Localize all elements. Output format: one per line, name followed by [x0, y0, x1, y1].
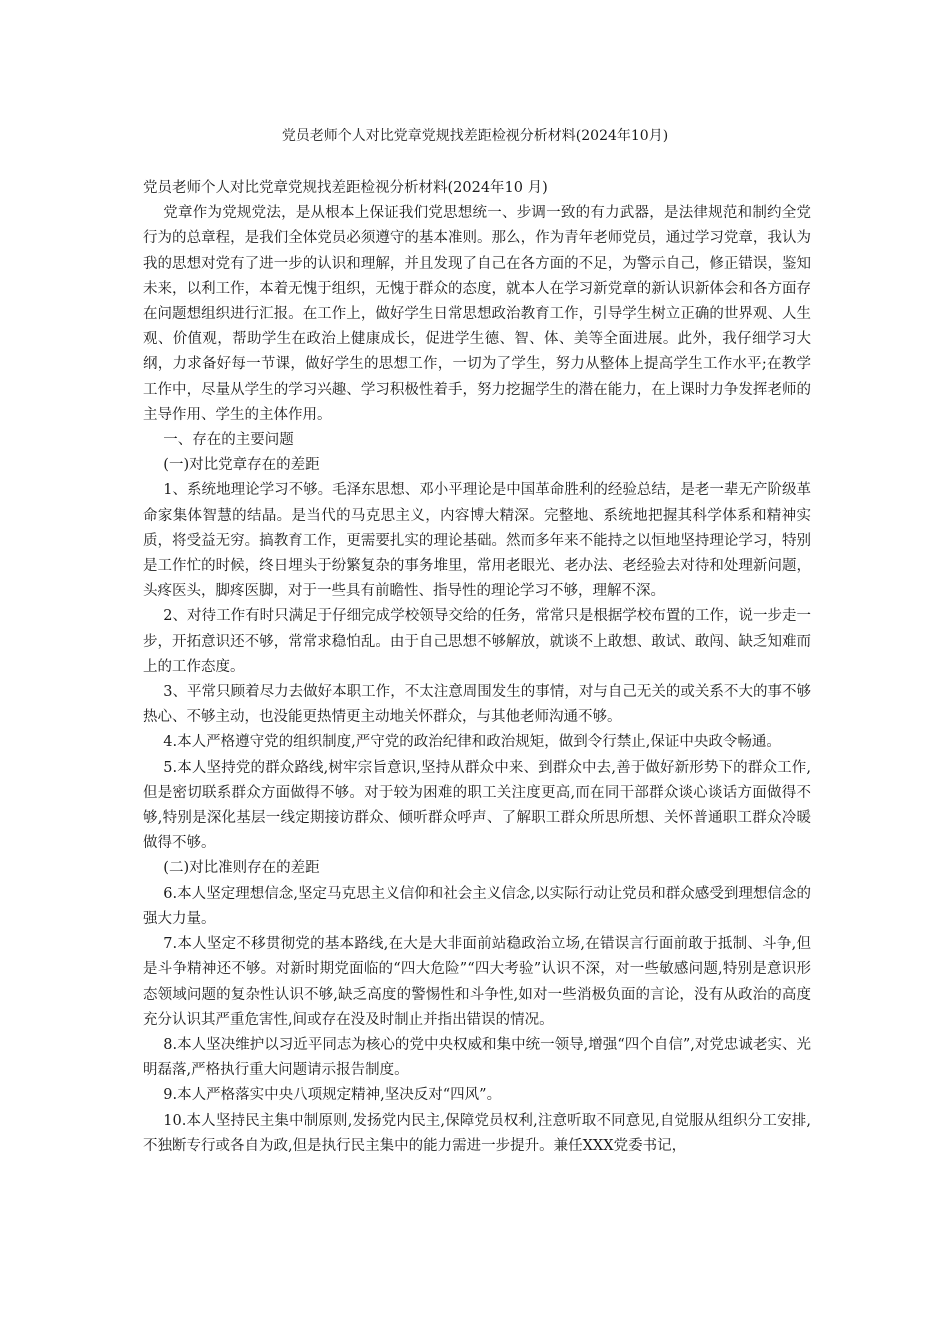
paragraph-intro: 党章作为党规党法，是从根本上保证我们党思想统一、步调一致的有力武器，是法律规范和制约全党行为的总章程，是我们全体党员必须遵守的基本准则。那么，作为青年老师党员，通过学习党章，我认为我的思想对党有了进一步的认识和理解，并且发现了自己在各方面的不足，为警示自己，修正错误，鉴知未来，以利工作，本着无愧于组织，无愧于群众的态度，就本人在学习新党章的新认识新体会和各方面存在问题想组织进行汇报。在工作上，做好学生日常思想政治教育工作，引导学生树立正确的世界观、人生观、价值观，帮助学生在政治上健康成长，促进学生德、智、体、美等全面进展。此外，我仔细学习大纲，力求备好每一节课，做好学生的思想工作，一切为了学生，努力从整体上提高学生工作水平;在教学工作中，尽量从学生的学习兴趣、学习积极性着手，努力挖掘学生的潜在能力，在上课时力争发挥老师的主导作用、学生的主体作用。 [143, 205, 811, 423]
paragraph-item-9: 9.本人严格落实中央八项规定精神,坚决反对“四风”。 [163, 1087, 502, 1104]
paragraph-item-6: 6.本人坚定理想信念,坚定马克思主义信仰和社会主义信念,以实际行动让党员和群众感受到理想信念的强大力量。 [143, 885, 811, 927]
section-heading-problems: 一、存在的主要问题 [163, 432, 294, 449]
paragraph-item-5: 5.本人坚持党的群众路线,树牢宗旨意识,坚持从群众中来、到群众中去,善于做好新形势下的群众工作,但是密切联系群众方面做得不够。对于较为困难的职工关注度更高,而在同干部群众谈心谈话方面做得不够,特别是深化基层一线定期接访群众、倾听群众呼声、了解职工群众所思所想、关怀普通职工群众冷暖做得不够。 [143, 759, 811, 852]
paragraph-item-8: 8.本人坚决维护以习近平同志为核心的党中央权威和集中统一领导,增强“四个自信”,对党忠诚老实、光明磊落,严格执行重大问题请示报告制度。 [143, 1036, 811, 1079]
document-body [143, 176, 811, 1159]
paragraph-item-4: 4.本人严格遵守党的组织制度,严守党的政治纪律和政治规矩，做到令行禁止,保证中央政令畅通。 [163, 734, 781, 751]
subsection-heading-guidelines: (二)对比准则存在的差距 [163, 860, 320, 877]
document-title: 党员老师个人对比党章党规找差距检视分析材料(2024年10月) [281, 128, 669, 144]
subsection-heading-party-constitution: (一)对比党章存在的差距 [163, 457, 320, 474]
paragraph-item-10: 10.本人坚持民主集中制原则,发扬党内民主,保障党员权利,注意听取不同意见,自觉服从组织分工安排,不独断专行或各自为政,但是执行民主集中的能力需进一步提升。兼任XXX党委书记， [143, 1112, 811, 1154]
body-heading: 党员老师个人对比党章党规找差距检视分析材料(2024年10 月) [143, 180, 548, 196]
paragraph-item-2: 2、对待工作有时只满足于仔细完成学校领导交给的任务，常常只是根据学校布置的工作，说一步走一步，开拓意识还不够，常常求稳怕乱。由于自己思想不够解放，就谈不上敢想、敢试、敢闯、缺乏知难而上的工作态度。 [143, 608, 811, 675]
paragraph-item-1: 1、系统地理论学习不够。毛泽东思想、邓小平理论是中国革命胜利的经验总结，是老一辈无产阶级革命家集体智慧的结晶。是当代的马克思主义，内容博大精深。完整地、系统地把握其科学体系和精神实质，将受益无穷。搞教育工作，更需要扎实的理论基础。然而多年来不能持之以恒地坚持理论学习，特别是工作忙的时候，终日埋头于纷繁复杂的事务堆里，常用老眼光、老办法、老经验去对待和处理新问题，头疼医头，脚疼医脚，对于一些具有前瞻性、指导性的理论学习不够，理解不深。 [143, 482, 811, 600]
paragraph-item-3: 3、平常只顾着尽力去做好本职工作，不太注意周围发生的事情，对与自己无关的或关系不大的事不够热心、不够主动，也没能更热情更主动地关怀群众，与其他老师沟通不够。 [143, 684, 811, 726]
paragraph-item-7: 7.本人坚定不移贯彻党的基本路线,在大是大非面前站稳政治立场,在错误言行面前敢于抵制、斗争,但是斗争精神还不够。对新时期党面临的“四大危险”“四大考验”认识不深，对一些敏感问题,特别是意识形态领域问题的复杂性认识不够,缺乏高度的警惕性和斗争性,如对一些消极负面的言论，没有从政治的高度充分认识其严重危害性,间或存在没及时制止并指出错误的情况。 [143, 936, 811, 1028]
